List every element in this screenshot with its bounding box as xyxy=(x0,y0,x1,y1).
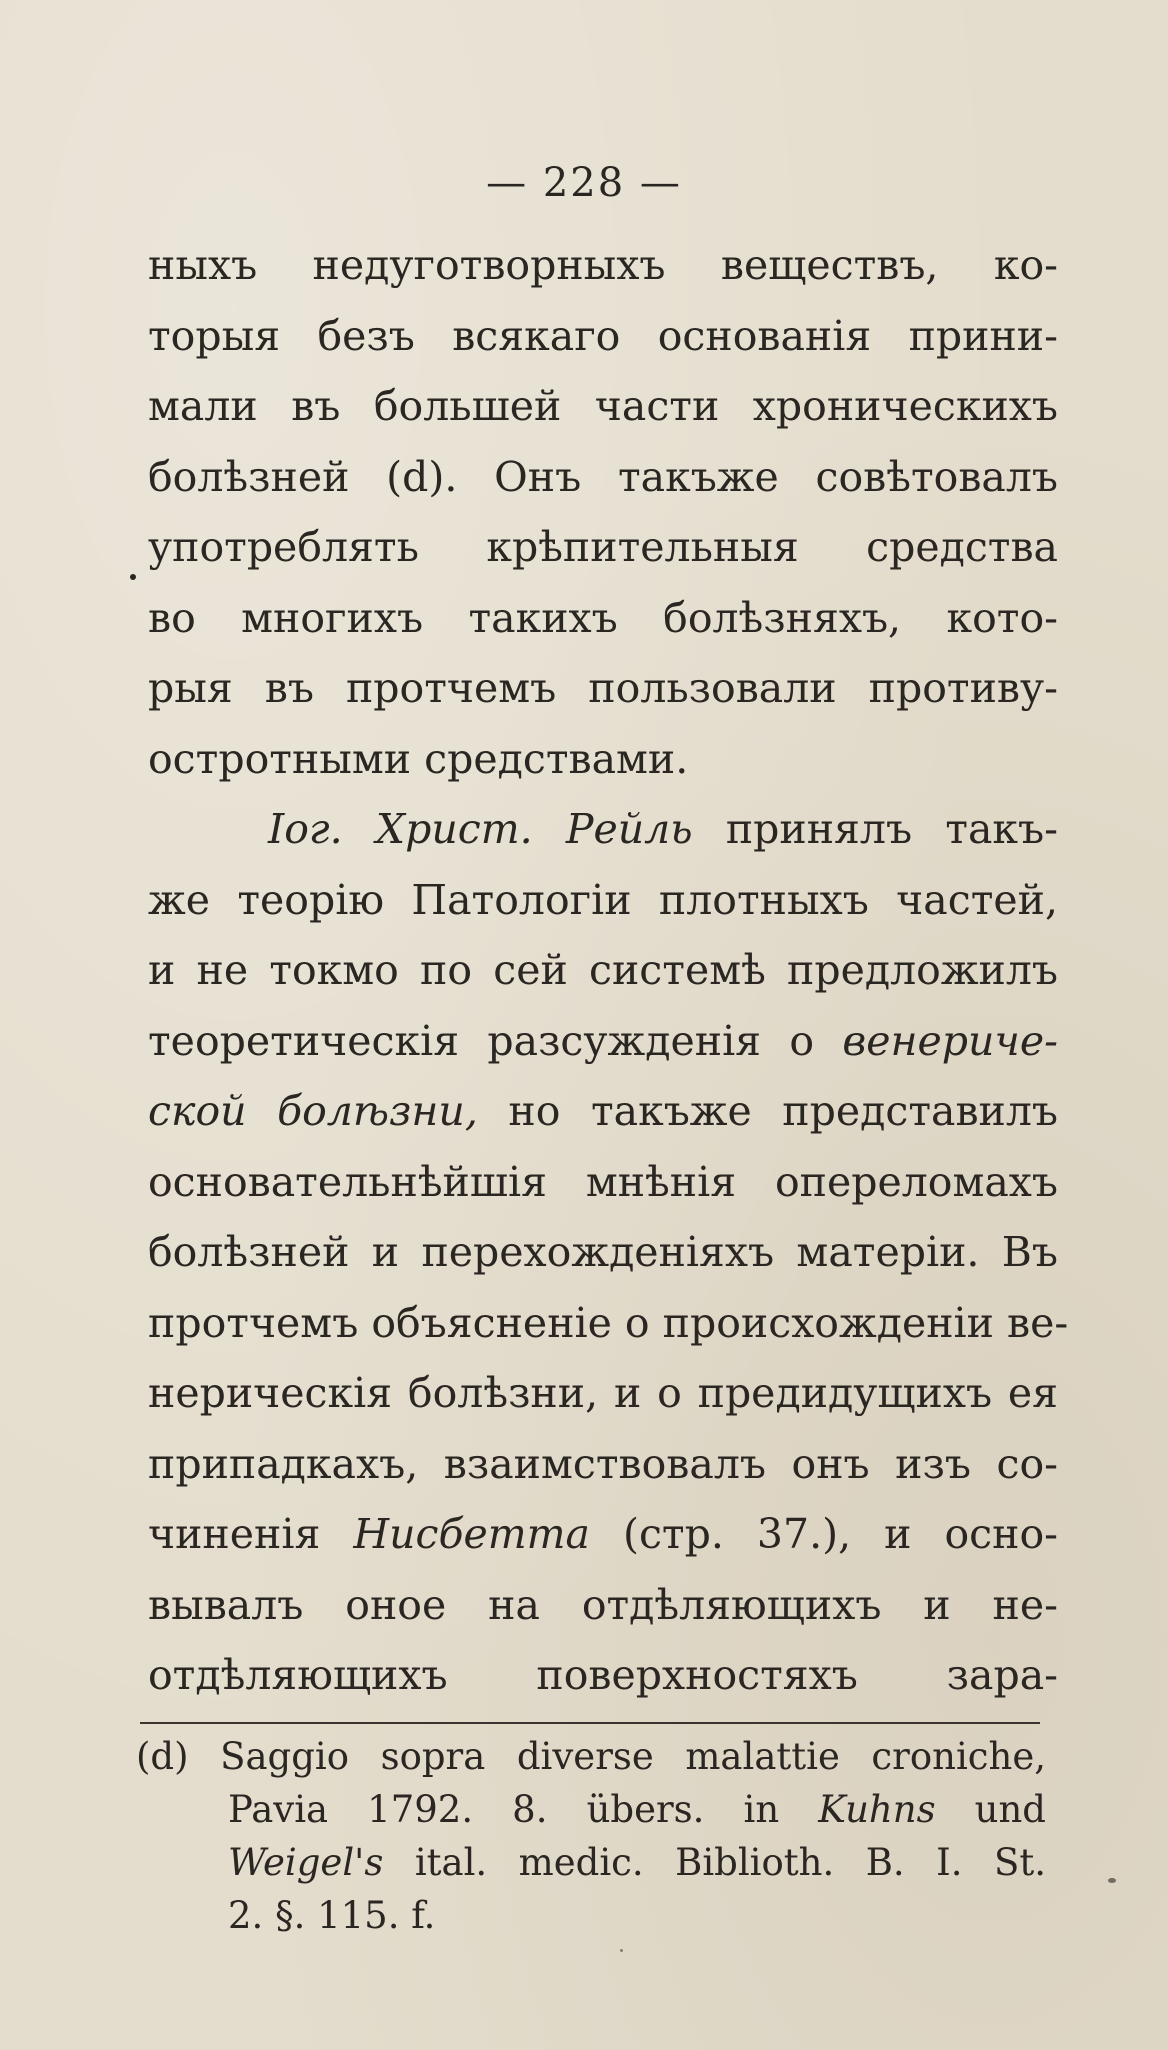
ink-speck xyxy=(1108,1878,1116,1883)
ink-speck xyxy=(620,1949,623,1952)
footnote-line xyxy=(136,1783,1046,1836)
text-segment: принялъ такъ- xyxy=(692,805,1058,853)
cited-author: Kuhns xyxy=(818,1788,936,1831)
text-segment: und xyxy=(935,1788,1046,1831)
footnote-line: (d) Saggio sopra diverse malattie croniche, xyxy=(136,1735,1046,1778)
text-line: ныхъ недуготворныхъ веществъ, ко- xyxy=(148,241,1058,289)
text-segment: Pavia 1792. 8. übers. in xyxy=(228,1788,819,1831)
text-line xyxy=(148,1499,1058,1570)
text-line: основательнѣйшія мнѣнія опереломахъ xyxy=(148,1157,1058,1206)
text-line: употреблять крѣпительныя средства xyxy=(148,523,1058,571)
text-line: мали въ большей части хроническихъ xyxy=(148,382,1058,430)
text-line: торыя безъ всякаго основанія прини- xyxy=(148,311,1058,360)
footnote-line: 2. §. 115. f. xyxy=(228,1894,436,1937)
footnote-line xyxy=(136,1836,1046,1889)
text-line: болѣзней и перехожденіяхъ матеріи. Въ xyxy=(148,1228,1058,1276)
footnote-divider xyxy=(140,1722,1040,1724)
text-line: протчемъ объясненіе о происхожденіи ве- xyxy=(148,1298,1069,1347)
text-segment: ital. medic. Biblioth. B. I. St. xyxy=(383,1841,1046,1884)
italic-term: венериче- xyxy=(842,1016,1058,1065)
author-name: Іог. Христ. Рейль xyxy=(268,805,693,853)
paragraph-start-line xyxy=(148,794,1058,865)
text-line xyxy=(148,1076,1058,1147)
ink-speck xyxy=(130,574,136,580)
text-line: отдѣляющихъ поверхностяхъ зара- xyxy=(148,1651,1058,1699)
text-line: остротными средствами. xyxy=(148,734,689,783)
text-segment: но такъже представилъ xyxy=(477,1087,1058,1135)
page-number: — 228 — xyxy=(486,160,682,206)
text-line: же теорію Патологіи плотныхъ частей, xyxy=(148,875,1058,924)
cited-author: Weigel's xyxy=(228,1841,384,1884)
text-line: вывалъ оное на отдѣляющихъ и не- xyxy=(148,1580,1058,1629)
text-segment: (стр. 37.), и осно- xyxy=(589,1510,1058,1558)
text-line: болѣзней (d). Онъ такъже совѣтовалъ xyxy=(148,452,1058,501)
text-line: нерическія болѣзни, и о предидущихъ ея xyxy=(148,1369,1058,1417)
text-line: и не токмо по сей системѣ предложилъ xyxy=(148,946,1058,994)
text-line xyxy=(148,1006,1058,1077)
footnote xyxy=(136,1730,1046,1942)
italic-term: ской болѣзни, xyxy=(148,1087,478,1135)
text-line: рыя въ протчемъ пользовали противу- xyxy=(148,664,1058,712)
text-segment: чиненія xyxy=(148,1510,354,1558)
text-line: припадкахъ, взаимствовалъ онъ изъ со- xyxy=(148,1439,1058,1488)
text-line: во многихъ такихъ болѣзняхъ, кото- xyxy=(148,593,1058,642)
body-text xyxy=(148,230,1069,1711)
text-segment: теоретическія разсужденія о xyxy=(148,1016,843,1065)
cited-author: Нисбетта xyxy=(353,1510,590,1558)
